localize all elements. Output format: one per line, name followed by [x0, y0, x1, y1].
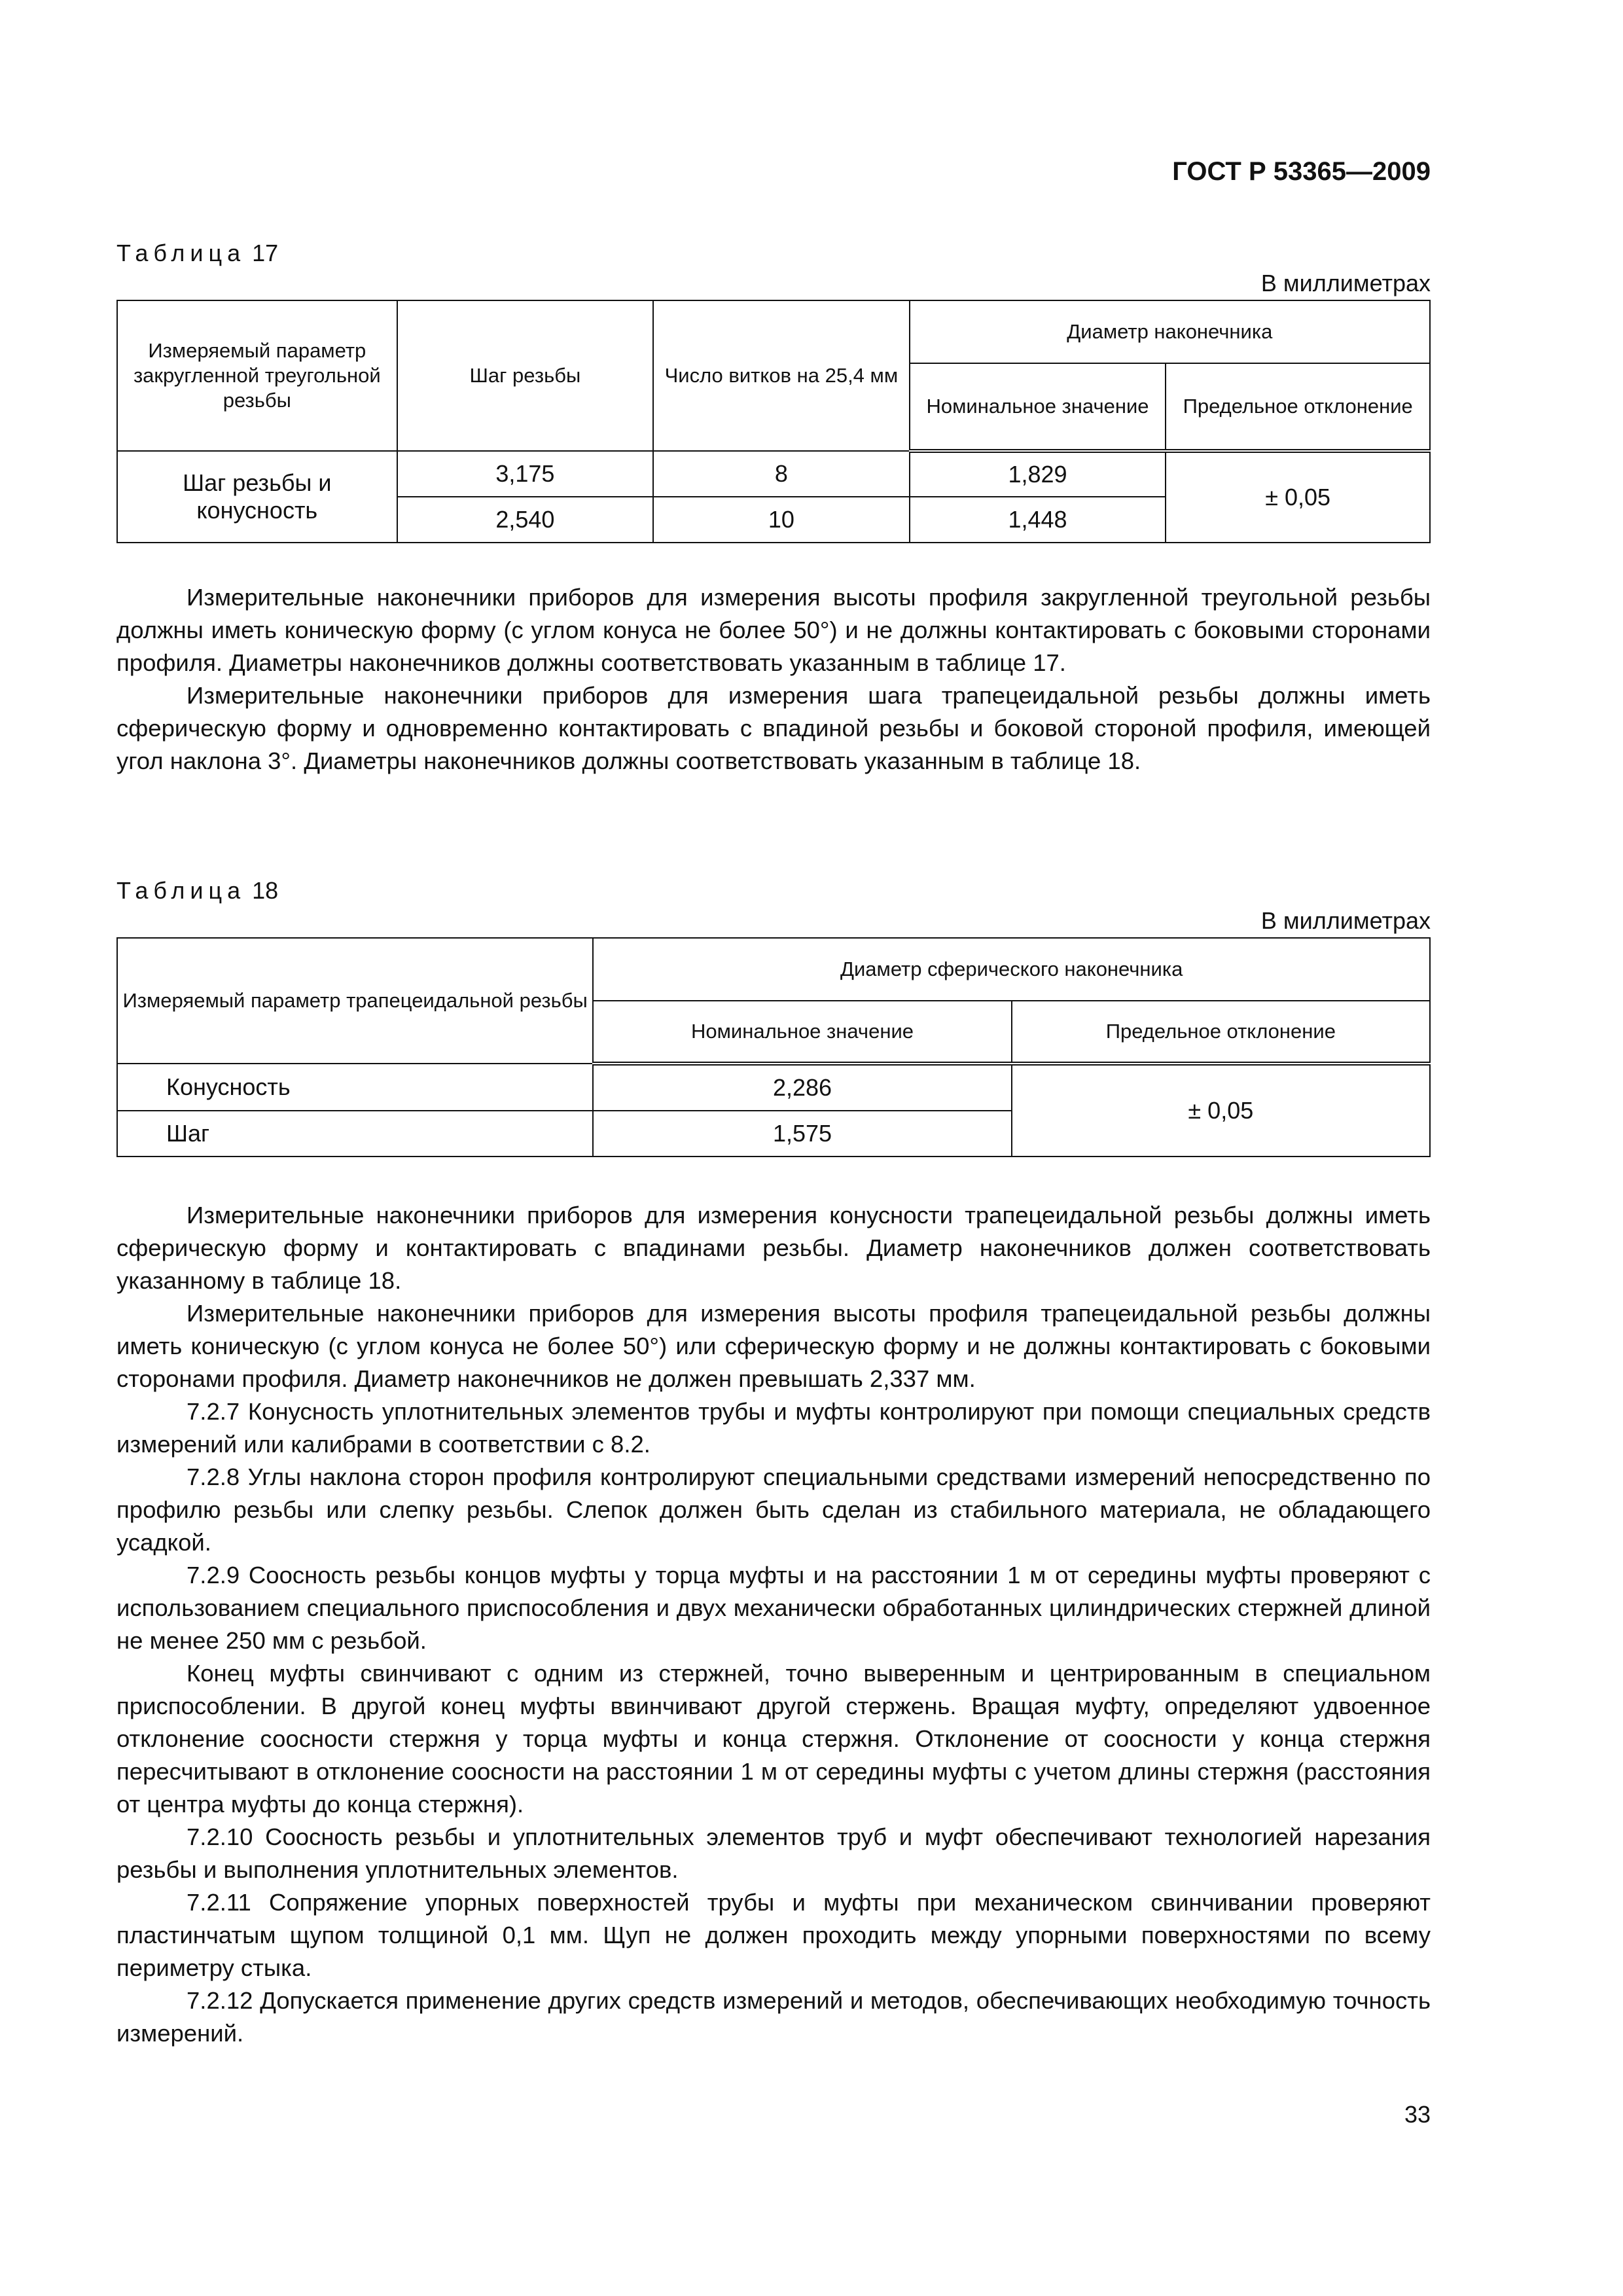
table17-cell-turns: 10	[653, 497, 910, 543]
table17-cell-nominal: 1,448	[910, 497, 1166, 543]
paragraph: Измерительные наконечники приборов для измерения конусности трапецеидальной резьбы должны иметь сферическую форму и контактировать с впадинами резьбы. Диаметр наконечников должен соответствовать указанному в таблице 18.	[116, 1202, 1431, 1294]
table17-header-tip-diameter: Диаметр наконечника	[910, 300, 1430, 363]
table18-header-nominal: Номинальное значение	[593, 1001, 1011, 1064]
paragraph: 7.2.8 Углы наклона сторон профиля контролируют специальными средствами измерений непосредственно по профилю резьбы или слепку резьбы. Слепок должен быть сделан из стабильного материала, не обладающего усадкой.	[116, 1463, 1431, 1556]
paragraph: 7.2.11 Сопряжение упорных поверхностей трубы и муфты при механическом свинчивании проверяют пластинчатым щупом толщиной 0,1 мм. Щуп не должен проходить между упорными поверхностями по всему периметру стыка.	[116, 1889, 1431, 1981]
table18-cell-tolerance: ± 0,05	[1012, 1064, 1430, 1157]
table17-header-pitch: Шаг резьбы	[397, 300, 654, 451]
table17-cell-pitch: 3,175	[397, 451, 654, 497]
table17-cell-tolerance: ± 0,05	[1166, 451, 1430, 543]
table18-cell-nominal: 2,286	[593, 1064, 1011, 1111]
table18-header-tolerance: Предельное отклонение	[1012, 1001, 1430, 1064]
paragraph: Конец муфты свинчивают с одним из стержней, точно выверенным и центрированным в специальном приспособлении. В другой конец муфты ввинчивают другой стержень. Вращая муфту, определяют удвоенное отклонение соосности стержня у торца муфты и конца стержня. Отклонение от соосности у конца стержня пересчитывают в отклонение соосности на расстоянии 1 м от середины муфты с учетом длины стержня (расстояния от центра муфты до конца стержня).	[116, 1660, 1431, 1818]
text-block-b	[116, 1199, 1431, 2050]
table17-cell-pitch: 2,540	[397, 497, 654, 543]
table17-header-nominal: Номинальное значение	[910, 363, 1166, 451]
table18-caption-number: 18	[252, 877, 279, 904]
table-18	[116, 937, 1431, 1157]
paragraph: Измерительные наконечники приборов для измерения шага трапецеидальной резьбы должны иметь сферическую форму и одновременно контактировать с впадиной резьбы и боковой стороной профиля, имеющей угол наклона 3°. Диаметры наконечников должны соответствовать указанным в таблице 18.	[116, 682, 1431, 774]
table17-units: В миллиметрах	[1260, 270, 1431, 296]
table17-header-turns: Число витков на 25,4 мм	[653, 300, 910, 451]
document-code: ГОСТ Р 53365—2009	[1172, 157, 1431, 186]
table17-caption-number: 17	[252, 240, 279, 266]
table17-header-tolerance: Предельное отклонение	[1166, 363, 1430, 451]
table-row	[117, 451, 1430, 497]
page-number: 33	[1404, 2101, 1431, 2128]
table17-caption	[116, 240, 278, 267]
table18-caption-word: Таблица	[116, 877, 246, 904]
text-block-a	[116, 581, 1431, 778]
table17-cell-turns: 8	[653, 451, 910, 497]
table17-caption-word: Таблица	[116, 240, 246, 266]
table18-cell-nominal: 1,575	[593, 1111, 1011, 1157]
table17-row-label: Шаг резьбы и конусность	[117, 451, 397, 543]
table18-caption	[116, 877, 278, 905]
table-row	[117, 1064, 1430, 1111]
table17-cell-nominal: 1,829	[910, 451, 1166, 497]
paragraph: Измерительные наконечники приборов для измерения высоты профиля трапецеидальной резьбы должны иметь коническую (с углом конуса не более 50°) или сферическую форму и не должны контактировать с боковыми сторонами профиля. Диаметр наконечников не должен превышать 2,337 мм.	[116, 1300, 1431, 1392]
table-17	[116, 300, 1431, 543]
paragraph: Измерительные наконечники приборов для измерения высоты профиля закругленной треугольной резьбы должны иметь коническую форму (с углом конуса не более 50°) и не должны контактировать с боковыми сторонами профиля. Диаметры наконечников должны соответствовать указанным в таблице 17.	[116, 584, 1431, 676]
paragraph: 7.2.10 Соосность резьбы и уплотнительных элементов труб и муфт обеспечивают технологией нарезания резьбы и выполнения уплотнительных элементов.	[116, 1823, 1431, 1883]
paragraph: 7.2.12 Допускается применение других средств измерений и методов, обеспечивающих необходимую точность измерений.	[116, 1987, 1431, 2047]
table18-cell-param: Шаг	[117, 1111, 593, 1157]
table18-units: В миллиметрах	[1260, 907, 1431, 934]
table18-cell-param: Конусность	[117, 1064, 593, 1111]
paragraph: 7.2.9 Соосность резьбы концов муфты у торца муфты и на расстоянии 1 м от середины муфты проверяют с использованием специального приспособления и двух механически обработанных цилиндрических стержней длиной не менее 250 мм с резьбой.	[116, 1562, 1431, 1654]
paragraph: 7.2.7 Конусность уплотнительных элементов трубы и муфты контролируют при помощи специальных средств измерений или калибрами в соответствии с 8.2.	[116, 1398, 1431, 1458]
table18-header-param: Измеряемый параметр трапецеидальной резьбы	[117, 938, 593, 1064]
table18-header-tip-diameter: Диаметр сферического наконечника	[593, 938, 1430, 1001]
table17-header-param: Измеряемый параметр закругленной треугольной резьбы	[117, 300, 397, 451]
